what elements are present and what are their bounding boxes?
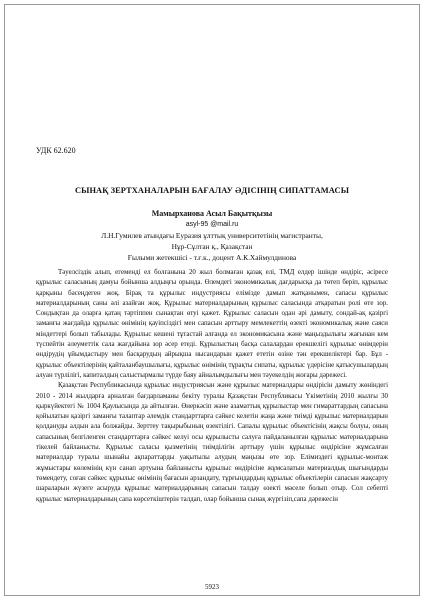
author-block [36,208,388,263]
author-affiliation: Л.Н.Гумилев атындағы Еуразия ұлттық университетінің магистранты, [101,231,323,240]
body-paragraph: Қазақстан Республикасында құрылыс индустриясын және құрылыс материалдары өндірісін дамыту жөніндегі 2010 - 2014 жылдарға арналған бағдарламаны бекіту туралы Қазақстан Республикасы Үкіметінің 2010 жылғы 30 қыркүйектегі № 1004 Қаулысында да айтылған. Өнеркәсіп және азаматтық құрылыстар мен гимараттардың сапасына қойылатын қазіргі заманғы талаптар әлемдік стандарттарға сәйкес келетін жаңа және тиімді құрылыс материалдарын қолдануды алдын ала болжайды. Зерттеу тақырыбының өзектілігі. Сапалы құрылыс объектісінің жақсы болуы, оның сапасының белгіленген стандарттарға сәйкес келуі осы құрылысты салуға пайдаланылған құрылыс материалдарына тікелей байланысты. Құрылыс саласы қызметінің тиімділігін арттыру үшін құрылыс өндірісіне жұмсалған материалдар туралы шынайы ақпараттарды уақытылы алудың маңызы өте зор. Елімиздегі құрылыс-монтаж жұмыстары көлемінің күн санап артуына байланысты құрылыс өндірісіне жұмсалатын материалдық шығындарды төмендету, соған сәйкес құрылыс өнімінің бағасын арзандату, тұрғындардың құрылыс объектілерін сапасын жақсарту шараларын жүзеге асыруда құрылыс материалдарының сапасын талдау өзекті мәселе болып отыр. Сол себепті құрылыс материалдарының сапа көрсеткіштерін талдап, олар бойынша сынақ жүргізіп,сапа дәрежесін [36,382,388,503]
author-email: asyl-95 @mail.ru [185,221,239,228]
author-supervisor: Ғылыми жетекшісі - т.ғ.к., доцент А.К.Хаймулдинова [127,253,297,262]
paper-body [36,268,388,505]
page-number: 5923 [205,583,219,591]
author-city: Нұр-Сұлтан қ., Қазақстан [171,242,253,251]
author-name: Мамырханова Асыл Бақытқызы [151,209,273,218]
udk-code: УДК 62.620 [36,146,76,155]
paper-title: СЫНАҚ ЗЕРТХАНАЛАРЫН БАҒАЛАУ ӘДІСІНІҢ СИПАТТАМАСЫ [74,186,350,195]
body-paragraph: Тәуелсіздік алып, егеменді ел болғанына 20 жыл болмаған қазақ елі, ТМД елдер ішінде өндіріс, әсіресе құрылыс саласының дамуы бойынша алдыңғы орында. Өлемдегі экономикалық дағдарысқа да төтеп беріп, құрылыс қарқыны бәсеңдеген жоқ. Бірақ та құрылыс индустриясы елімізде дамып жатқанымен, сапасы құрылыс материалдарының саны әлі азайған жоқ. Құрылыс материалдарының құрылыс саласында атқаратын ролі өте зор. Сондықтан да оларға қатаң тәртіппен сынақтан өтуі қажет. Құрылыс саласын одан әрі дамыту, сондай-ақ қазіргі заманғы жағдайда құрылыс өнімінің қауіпсіздігі мен сапасын арттыру мемлекеттің өзекті экономикалық және саяси міндеттері болып табылады. Құрылыс кешені тұтастай алғанда ел экономикасына және маңыздылығы жағынан кем түспейтін әлеуметтік сала жағдайына зор әсер етеді. Құрылыстың басқа салалардан ерекшелігі құрылыс өнімдерін өндірудің ұйымдастыру мен басқарудың айрықша нысандарын қажет ететін өзіне тән ерекшеліктері бар. Бұл - құрылыс объектілерінің қайталанбаушылығы, құрылыс өнімінің тұрақты сипаты, құрылыс үдерісіне қатысушылардың алуан түрлілігі, капиталдың салыстырмалы түрде баяу айналымдылығы мен тәуекелдің жоғары дәрежесі. [36,269,388,379]
